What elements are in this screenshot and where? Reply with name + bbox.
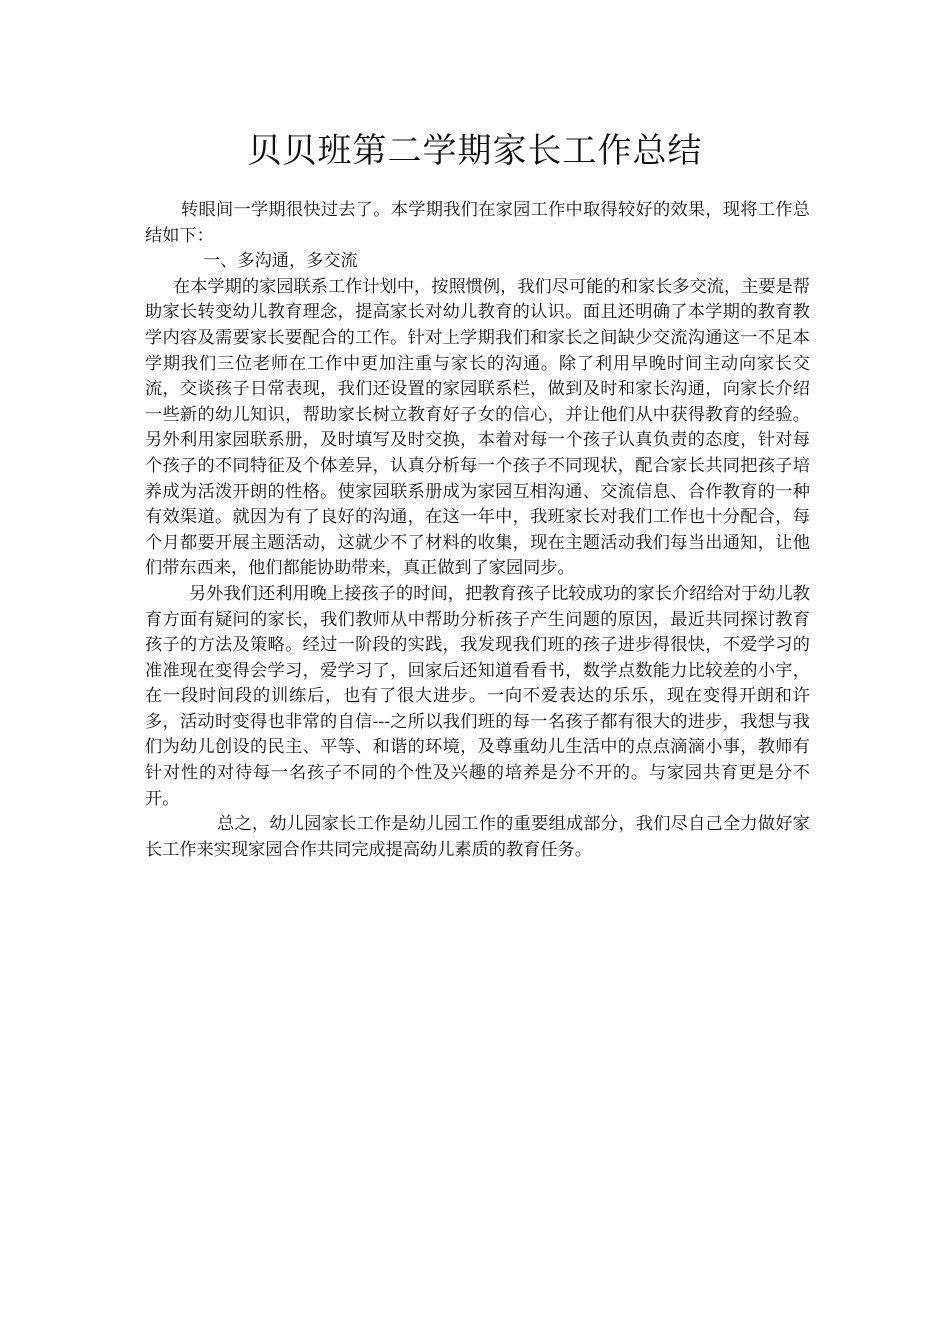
conclusion-paragraph: 总之，幼儿园家长工作是幼儿园工作的重要组成部分，我们尽自己全力做好家长工作来实现家园合作共同完成提高幼儿素质的教育任务。: [145, 814, 810, 860]
body-paragraph-parents-evening: 另外我们还利用晚上接孩子的时间，把教育孩子比较成功的家长介绍给对于幼儿教育方面有疑问的家长，我们教师从中帮助分析孩子产生问题的原因，最近共同探讨教育孩子的方法及策略。经过一阶段的实践，我发现我们班的孩子进步得很快，不爱学习的准准现在变得会学习，爱学习了，回家后还知道看看书，数学点数能力比较差的小宇，在一段时间段的训练后，也有了很大进步。一向不爱表达的乐乐，现在变得开朗和许多，活动时变得也非常的自信---之所以我们班的每一名孩子都有很大的进步，我想与我们为幼儿创设的民主、平等、和谐的环境，及尊重幼儿生活中的点点滴滴小事，教师有针对性的对待每一名孩子不同的个性及兴趣的培养是分不开的。与家园共育更是分不开。: [145, 583, 810, 809]
document-title: 贝贝班第二学期家长工作总结: [247, 131, 703, 171]
section-heading: 一、多沟通，多交流: [203, 251, 358, 272]
intro-paragraph: 转眼间一学期很快过去了。本学期我们在家园工作中取得较好的效果，现将工作总结如下：: [145, 200, 810, 246]
body-paragraph-communication: 在本学期的家园联系工作计划中，按照惯例，我们尽可能的和家长多交流，主要是帮助家长转变幼儿教育理念，提高家长对幼儿教育的认识。面且还明确了本学期的教育教学内容及需要家长要配合的工作。针对上学期我们和家长之间缺少交流沟通这一不足本学期我们三位老师在工作中更加注重与家长的沟通。除了利用早晚时间主动向家长交流，交谈孩子日常表现，我们还设置的家园联系栏，做到及时和家长沟通，向家长介绍一些新的幼儿知识，帮助家长树立教育好子女的信心，并让他们从中获得教育的经验。另外利用家园联系册，及时填写及时交换，本着对每一个孩子认真负责的态度，针对每个孩子的不同特征及个体差异，认真分析每一个孩子不同现状，配合家长共同把孩子培养成为活泼开朗的性格。使家园联系册成为家园互相沟通、交流信息、合作教育的一种有效渠道。就因为有了良好的沟通，在这一年中，我班家长对我们工作也十分配合，每个月都要开展主题活动，这就少不了材料的收集，现在主题活动我们每当出通知，让他们带东西来，他们都能协助带来，真正做到了家园同步。: [145, 276, 810, 579]
document-body: [145, 198, 810, 863]
